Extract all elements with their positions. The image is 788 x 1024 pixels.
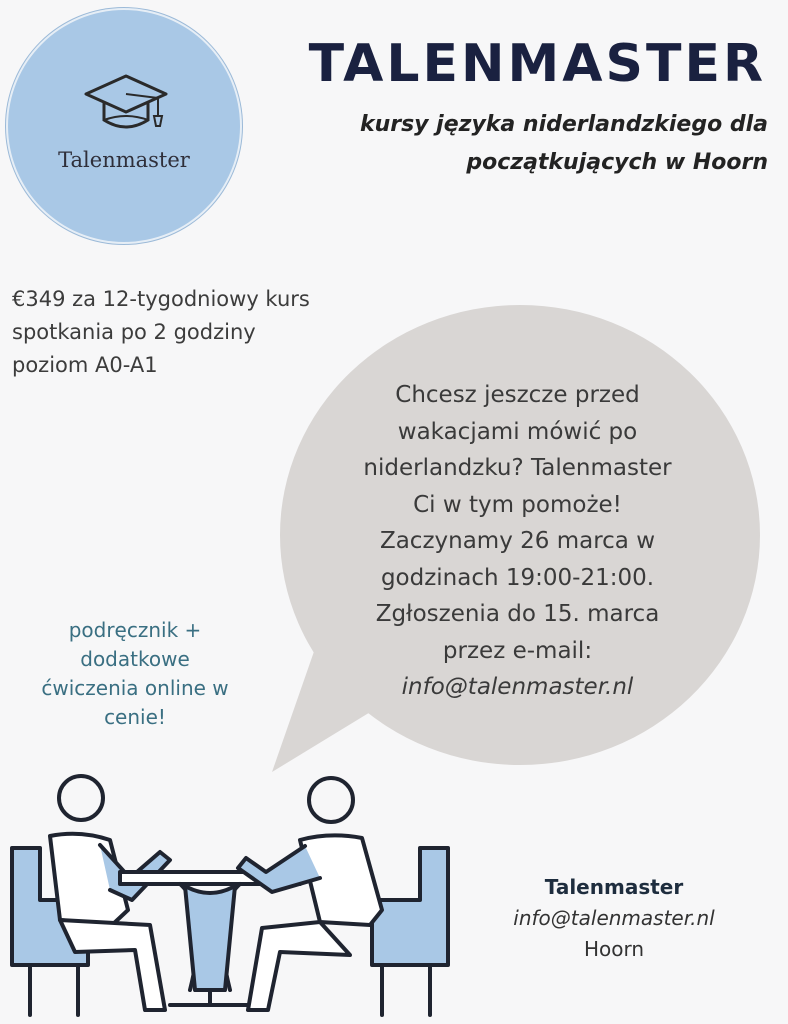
logo-name: Talenmaster [58,148,190,172]
bubble-line: wakacjami mówić po [397,418,638,445]
extras-line: cenie! [104,705,166,729]
extras-note [4,616,266,732]
contact-block [494,872,734,965]
bubble-line: Zaczynamy 26 marca w [379,528,656,554]
person-left-head [59,776,103,820]
bubble-line: przez e-mail: [442,637,593,664]
conversation-illustration [0,760,460,1024]
person-right-head [309,778,353,822]
speech-bubble-text [305,377,730,706]
contact-name: Talenmaster [544,875,684,899]
subtitle-line: kursy języka niderlandzkiego dla [359,112,768,137]
page-title: TALENMASTER [308,34,766,94]
bubble-email-link[interactable]: info@talenmaster.nl [401,674,634,700]
bubble-line: niderlandzku? Talenmaster [363,455,672,481]
chair-left-legs [30,965,78,1015]
bubble-line: Chcesz jeszcze przed [395,382,640,408]
chair-right-legs [382,965,430,1015]
bubble-line: godzinach 19:00-21:00. [380,564,655,591]
meetings-text: spotkania po 2 godziny [12,320,256,344]
chair-right [372,848,448,965]
subtitle-line: początkujących w Hoorn [466,150,768,175]
bubble-line: Zgłoszenia do 15. marca [375,601,660,627]
table-stem [185,886,235,990]
person-right-legs [248,922,350,1010]
contact-city: Hoorn [583,937,645,961]
contact-email-link[interactable]: info@talenmaster.nl [513,906,715,930]
extras-line: ćwiczenia online w [41,676,229,700]
bubble-line: Ci w tym pomoże! [413,491,622,518]
extras-line: dodatkowe [80,647,190,671]
level-text: poziom A0-A1 [12,353,158,377]
extras-line: podręcznik + [68,618,202,642]
price-text: €349 za 12-tygodniowy kurs [12,287,310,311]
